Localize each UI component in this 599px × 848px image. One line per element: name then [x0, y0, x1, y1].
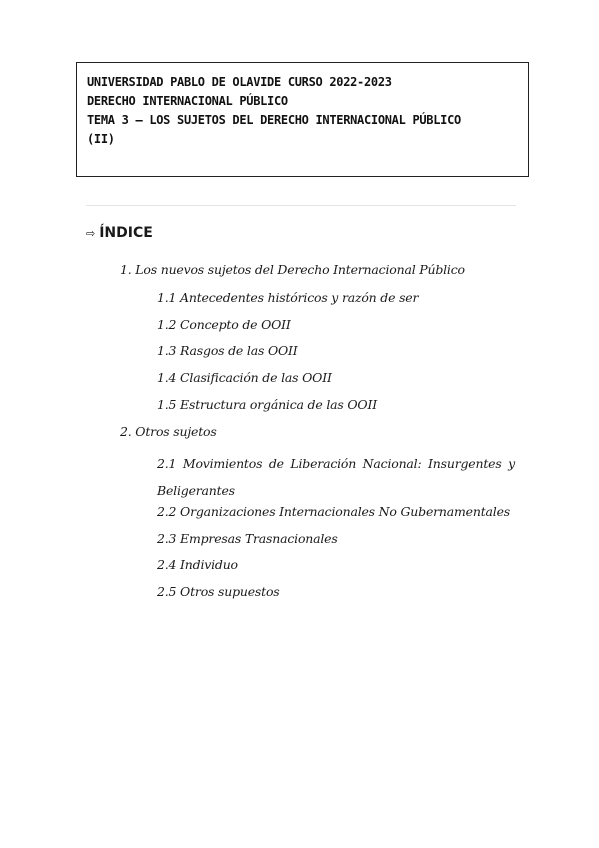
subject-line: DERECHO INTERNACIONAL PÚBLICO	[87, 94, 288, 108]
toc-section-1: 1. Los nuevos sujetos del Derecho Internacional Público	[120, 262, 465, 277]
toc-item-2-3: 2.3 Empresas Trasnacionales	[157, 531, 338, 546]
horizontal-divider	[86, 205, 516, 206]
toc-item-1-3: 1.3 Rasgos de las OOII	[157, 343, 298, 358]
toc-item-2-1-line2: Beligerantes	[157, 483, 235, 498]
index-heading	[86, 225, 153, 241]
toc-item-2-1-line1: 2.1 Movimientos de Liberación Nacional: Insurgentes y	[157, 456, 515, 471]
topic-part-line: (II)	[87, 132, 115, 146]
index-title: ÍNDICE	[99, 225, 153, 241]
document-header-box	[76, 62, 529, 177]
topic-line: TEMA 3 – LOS SUJETOS DEL DERECHO INTERNACIONAL PÚBLICO	[87, 113, 461, 127]
toc-item-1-2: 1.2 Concepto de OOII	[157, 317, 291, 332]
toc-section-2: 2. Otros sujetos	[120, 424, 217, 439]
university-course-line: UNIVERSIDAD PABLO DE OLAVIDE CURSO 2022-2023	[87, 75, 392, 89]
toc-item-2-2: 2.2 Organizaciones Internacionales No Gubernamentales	[157, 504, 511, 519]
toc-item-2-4: 2.4 Individuo	[157, 557, 238, 572]
toc-item-2-1	[157, 450, 515, 504]
toc-item-2-5: 2.5 Otros supuestos	[157, 584, 280, 599]
right-arrow-icon: ⇨	[86, 226, 96, 240]
toc-item-1-5: 1.5 Estructura orgánica de las OOII	[157, 397, 377, 412]
toc-item-1-4: 1.4 Clasificación de las OOII	[157, 370, 332, 385]
toc-item-1-1: 1.1 Antecedentes históricos y razón de ser	[157, 290, 419, 305]
